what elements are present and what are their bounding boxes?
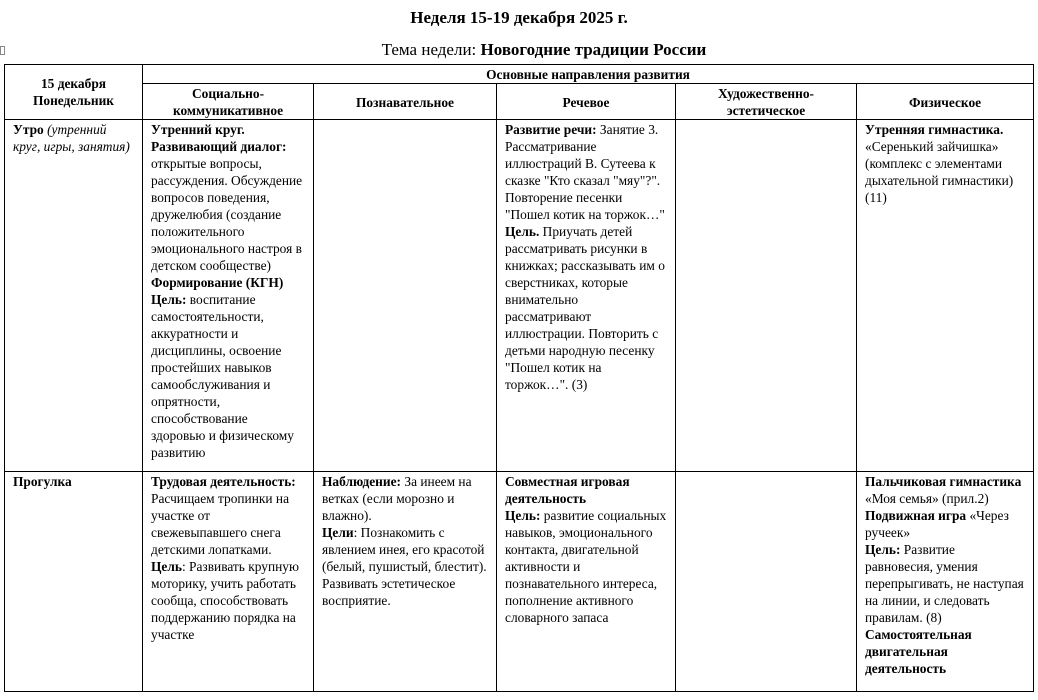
page-title: Неделя 15-19 декабря 2025 г. xyxy=(410,8,628,27)
morning-social-p1: Утренний круг. xyxy=(151,122,245,137)
group-header: Основные направления развития xyxy=(143,65,1034,84)
walk-speech-p2: Цель: развитие социальных навыков, эмоционального контакта, двигательной активности и познавательного интереса, пополнение активного словарного запаса xyxy=(505,508,667,625)
walk-physical-p4: Самостоятельная двигательная деятельность xyxy=(865,627,972,676)
column-header-social: Социально-коммуникативное xyxy=(143,84,314,120)
column-header-cognitive: Познавательное xyxy=(314,84,497,120)
walk-physical-p2: Подвижная игра «Через ручеек» xyxy=(865,508,1009,540)
walk-physical-p1-title: Пальчиковая гимнастика xyxy=(865,474,1022,489)
walk-physical-p1: «Моя семья» (прил.2) xyxy=(865,491,989,506)
cell-walk-speech xyxy=(497,472,676,692)
cell-morning-physical xyxy=(857,120,1034,472)
walk-cognitive-p1: Наблюдение: За инеем на ветках (если морозно и влажно). xyxy=(322,474,472,523)
morning-social-p3: Формирование (КГН) xyxy=(151,275,284,290)
morning-speech-p2: Цель. Приучать детей рассматривать рисунки в книжках; рассказывать им о сверстниках, которые внимательно рассматривают иллюстрации. Повторить с детьми народную песенку "Пошел котик на торжок…". (3) xyxy=(505,224,665,392)
morning-social-p2: Развивающий диалог: открытые вопросы, рассуждения. Обсуждение вопросов поведения, дружелюбия (создание положительного эмоционального настроя в детском сообществе) xyxy=(151,139,303,273)
week-theme xyxy=(0,40,1038,60)
morning-physical-p1: Утренняя гимнастика. «Серенький зайчишка» (комплекс с элементами дыхательной гимнастики) (11) xyxy=(865,122,1014,205)
walk-cognitive-p2: Цели: Познакомить с явлением инея, его красотой (белый, пушистый, блестит). Развивать эстетическое восприятие. xyxy=(322,525,487,608)
date-weekday: Понедельник xyxy=(32,93,115,108)
column-header-row xyxy=(5,84,1034,120)
cell-walk-social xyxy=(143,472,314,692)
table-row-walk xyxy=(5,472,1034,692)
row-label-walk xyxy=(5,472,143,692)
cell-morning-art xyxy=(676,120,857,472)
table-row-morning xyxy=(5,120,1034,472)
row-label-text: Прогулка xyxy=(13,474,72,489)
cell-morning-social xyxy=(143,120,314,472)
cell-morning-speech xyxy=(497,120,676,472)
walk-social-p2: Цель: Развивать крупную моторику, учить работать сообща, способствовать поддержанию порядка на участке xyxy=(151,559,299,642)
date-day: 15 декабря xyxy=(40,76,107,91)
row-label-text: Утро xyxy=(13,122,44,137)
column-header-speech: Речевое xyxy=(497,84,676,120)
morning-speech-p1: Развитие речи: Занятие 3. Рассматривание иллюстраций В. Сутеева к сказке "Кто сказал "мяу"?". Повторение песенки "Пошел котик на торжок…" xyxy=(505,122,665,222)
cell-walk-art xyxy=(676,472,857,692)
column-header-art: Художественно-эстетическое xyxy=(676,84,857,120)
row-label-note: (утренний круг, игры, занятия) xyxy=(13,122,130,154)
date-cell xyxy=(5,65,143,120)
plan-table xyxy=(4,64,1034,692)
row-label-morning xyxy=(5,120,143,472)
column-header-physical: Физическое xyxy=(857,84,1034,120)
theme-name: Новогодние традиции России xyxy=(480,40,707,59)
walk-physical-p3: Цель: Развитие равновесия, умения перепрыгивать, не наступая на линии, и следовать правилам. (8) xyxy=(865,542,1024,625)
morning-social-p4: Цель: воспитание самостоятельности, аккуратности и дисциплины, освоение простейших навыков самообслуживания и опрятности, способствование здоровью и физическому развитию xyxy=(151,292,294,460)
walk-speech-p1: Совместная игровая деятельность xyxy=(505,474,630,506)
cell-walk-cognitive xyxy=(314,472,497,692)
cell-morning-cognitive xyxy=(314,120,497,472)
table-header-row xyxy=(5,65,1034,84)
theme-prefix: Тема недели: xyxy=(381,40,481,59)
walk-social-p1: Трудовая деятельность: Расчищаем тропинки на участке от свежевыпавшего снега детскими лопатками. xyxy=(151,474,296,557)
cell-walk-physical xyxy=(857,472,1034,692)
